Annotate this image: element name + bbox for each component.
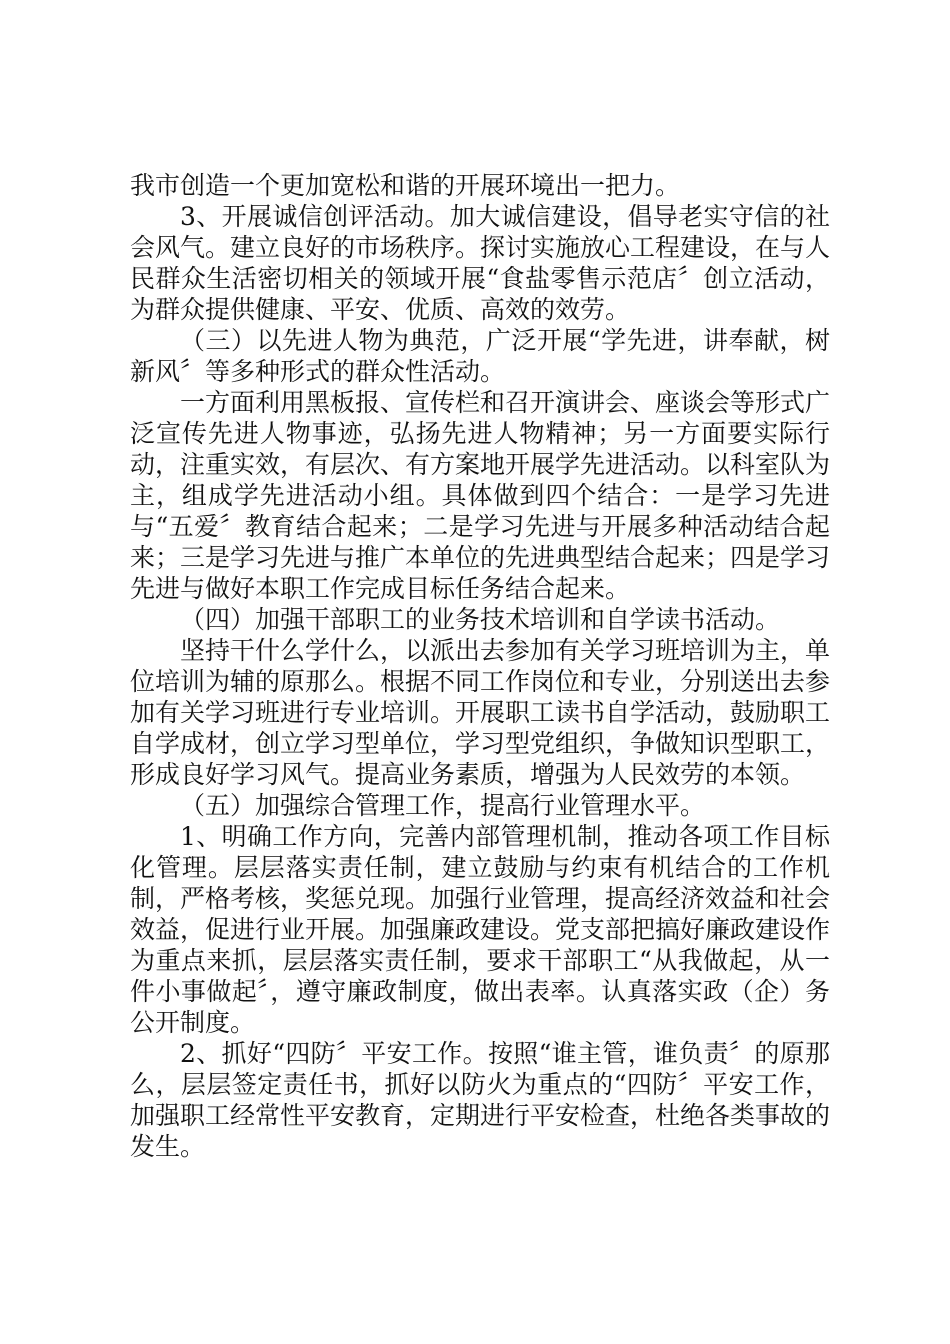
- paragraph-management: 1、明确工作方向，完善内部管理机制，推动各项工作目标化管理。层层落实责任制，建立鼓励与约束有机结合的工作机制，严格考核，奖惩兑现。加强行业管理，提高经济效益和社会效益，促进行业开展。加强廉政建设。党支部把搞好廉政建设作为重点来抓，层层落实责任制，要求干部职工“从我做起，从一件小事做起〞，遵守廉政制度，做出表率。认真落实政（企）务公开制度。: [130, 822, 831, 1037]
- paragraph-learn-advanced: 一方面利用黑板报、宣传栏和召开演讲会、座谈会等形式广泛宣传先进人物事迹，弘扬先进人物精神；另一方面要实际行动，注重实效，有层次、有方案地开展学先进活动。以科室队为主，组成学先进活动小组。具体做到四个结合：一是学习先进与“五爱〞教育结合起来；二是学习先进与开展多种活动结合起来；三是学习先进与推广本单位的先进典型结合起来；四是学习先进与做好本职工作完成目标任务结合起来。: [130, 388, 831, 603]
- section-heading-4: （四）加强干部职工的业务技术培训和自学读书活动。: [180, 605, 781, 634]
- section-heading-3: （三）以先进人物为典范，广泛开展“学先进，讲奉献，树新风〞等多种形式的群众性活动。: [130, 326, 830, 386]
- paragraph-integrity-campaign: 3、开展诚信创评活动。加大诚信建设，倡导老实守信的社会风气。建立良好的市场秩序。探讨实施放心工程建设，在与人民群众生活密切相关的领域开展“食盐零售示范店〞创立活动，为群众提供健康、平安、优质、高效的效劳。: [130, 202, 831, 324]
- section-heading-5: （五）加强综合管理工作，提高行业管理水平。: [180, 791, 706, 820]
- document-body: [130, 170, 830, 1162]
- paragraph-continuation: 我市创造一个更加宽松和谐的开展环境出一把力。: [130, 171, 681, 200]
- paragraph-training: 坚持干什么学什么，以派出去参加有关学习班培训为主，单位培训为辅的原那么。根据不同工作岗位和专业，分别送出去参加有关学习班进行专业培训。开展职工读书自学活动，鼓励职工自学成材，创立学习型单位，学习型党组织，争做知识型职工，形成良好学习风气。提高业务素质，增强为人民效劳的本领。: [130, 636, 831, 789]
- paragraph-safety: 2、抓好“四防〞平安工作。按照“谁主管，谁负责〞的原那么，层层签定责任书，抓好以防火为重点的“四防〞平安工作，加强职工经常性平安教育，定期进行平安检查，杜绝各类事故的发生。: [130, 1039, 831, 1161]
